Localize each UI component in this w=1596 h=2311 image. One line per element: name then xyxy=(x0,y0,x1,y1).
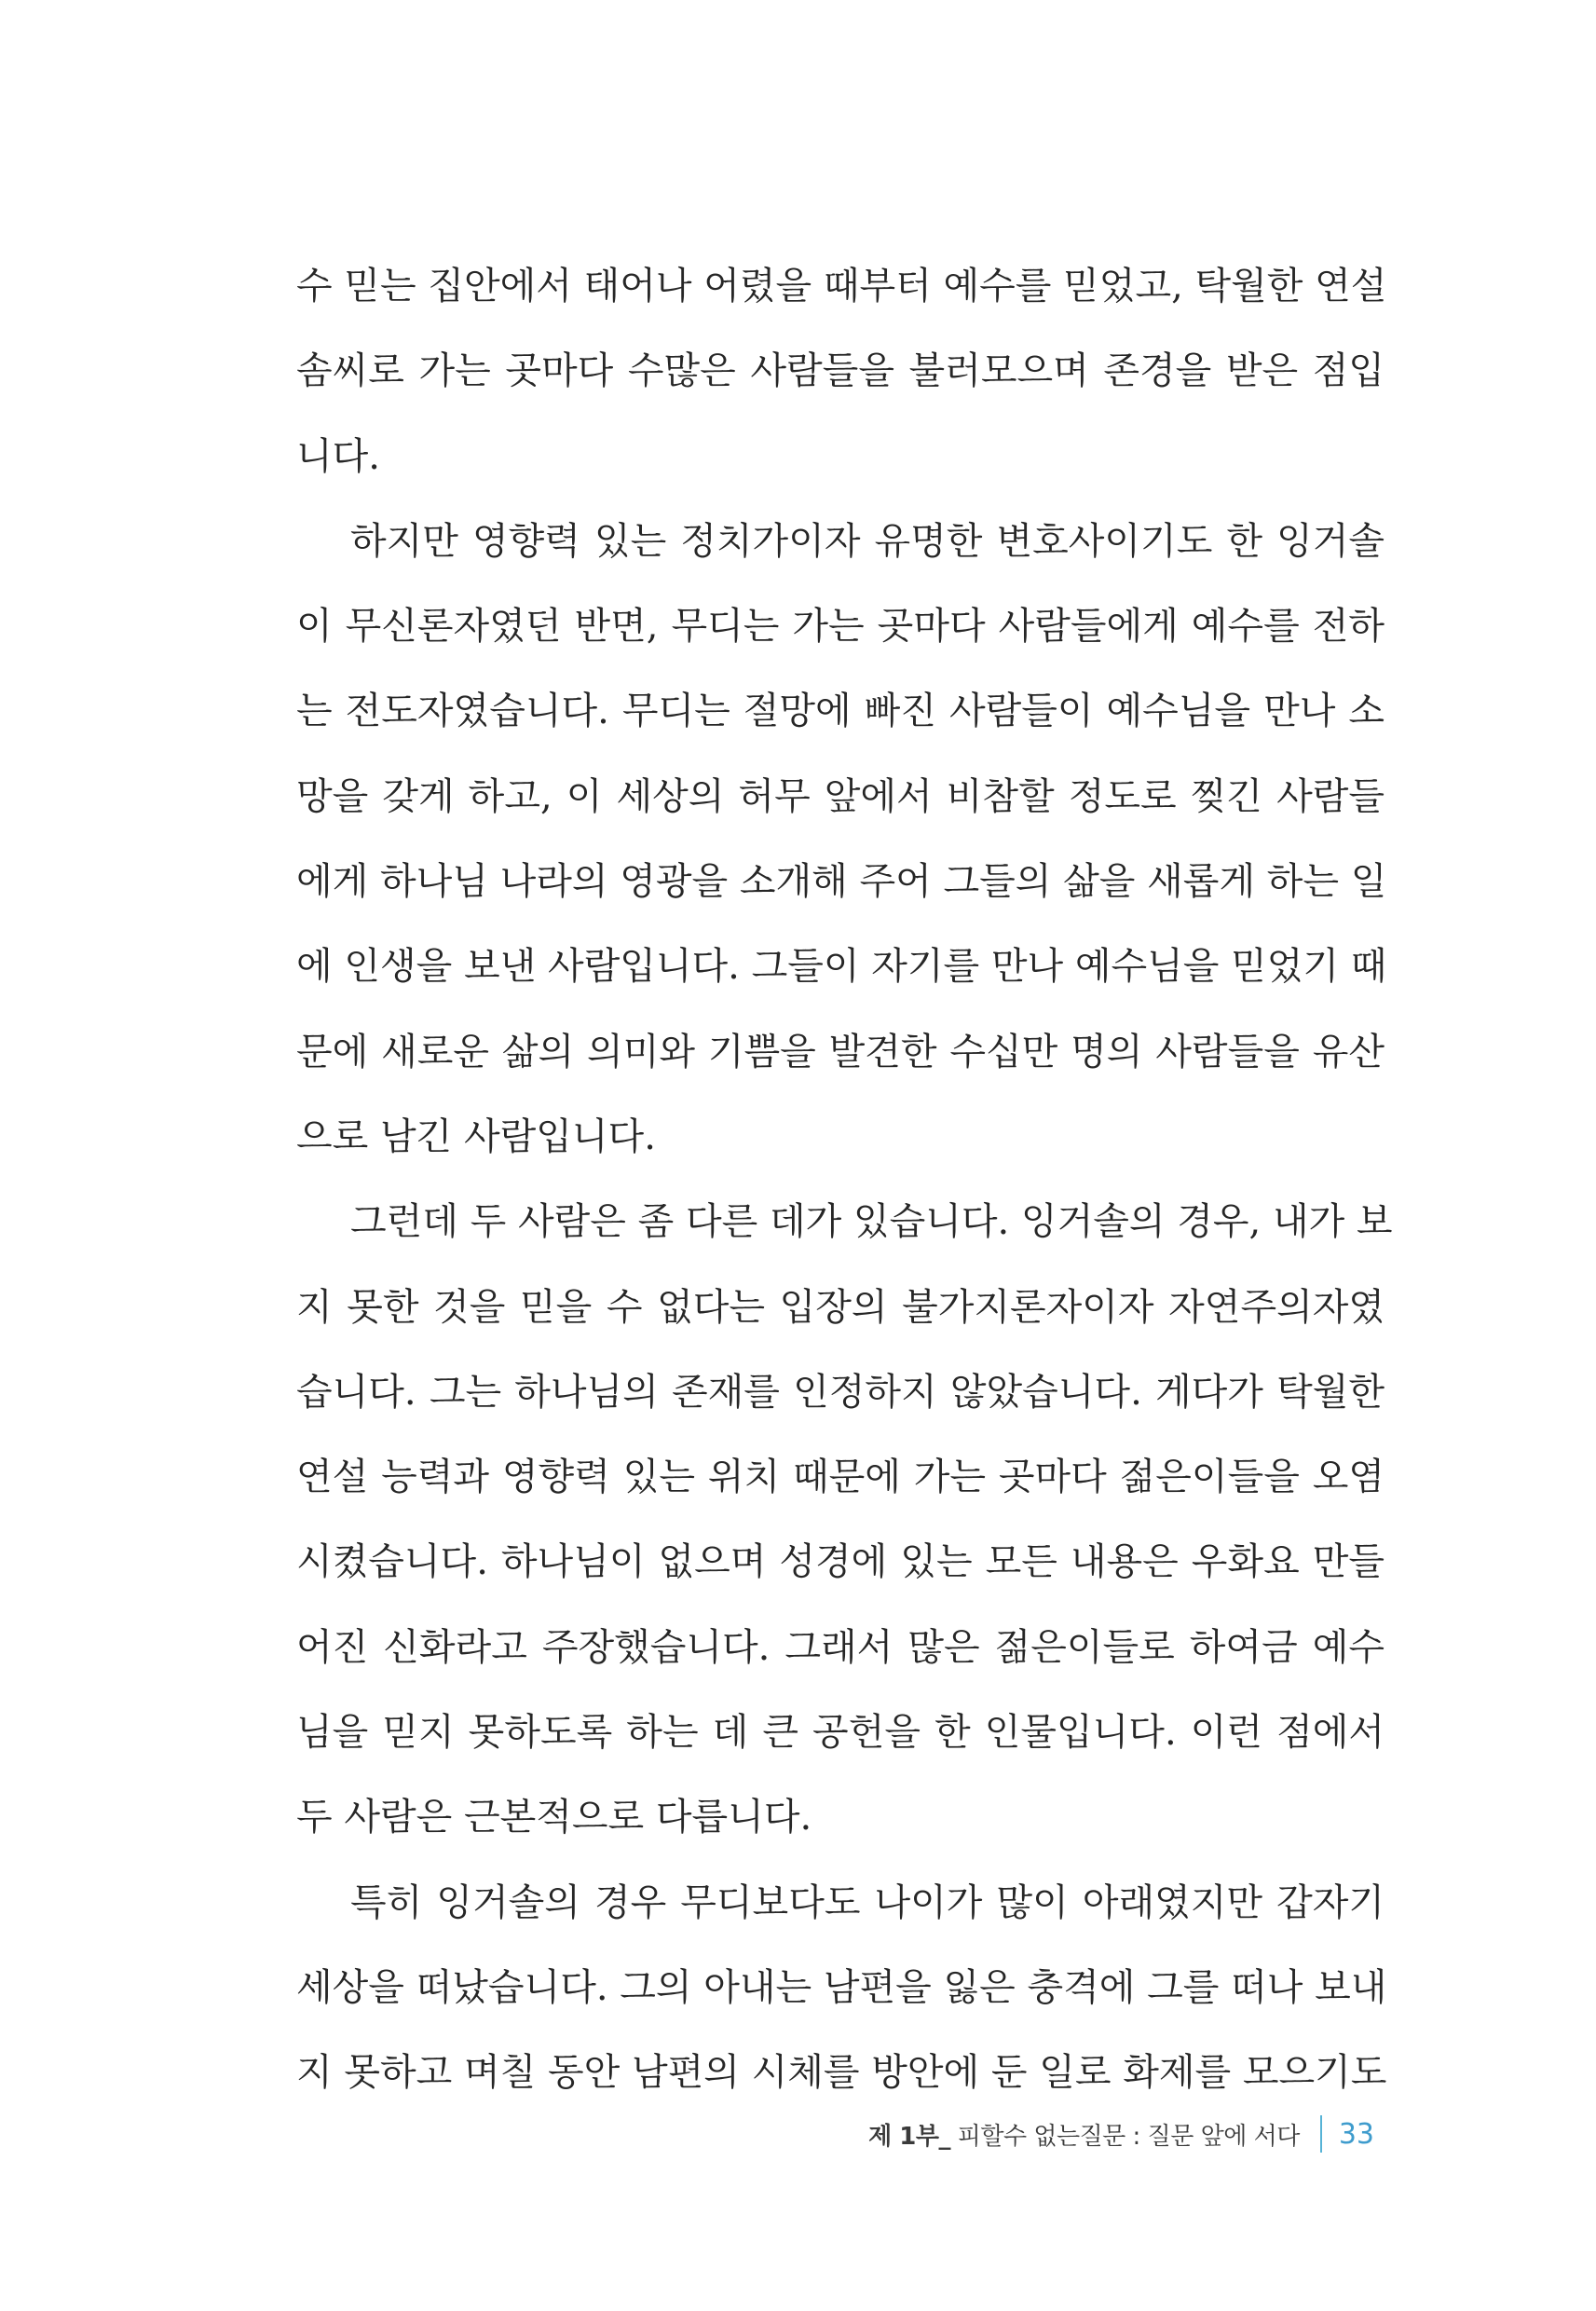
text-line: 그런데 두 사람은 좀 다른 데가 있습니다. 잉거솔의 경우, 내가 보 xyxy=(350,1200,1393,1244)
page-number: 33 xyxy=(1338,2117,1374,2151)
text-line: 에게 하나님 나라의 영광을 소개해 주어 그들의 삶을 새롭게 하는 일 xyxy=(296,860,1387,904)
running-footer xyxy=(868,2108,1374,2160)
text-line: 솜씨로 가는 곳마다 수많은 사람들을 불러모으며 존경을 받은 점입 xyxy=(296,349,1385,393)
text-line: 이 무신론자였던 반면, 무디는 가는 곳마다 사람들에게 예수를 전하 xyxy=(296,605,1385,649)
chapter-title-text: 피할수 없는질문 : 질문 앞에 서다 xyxy=(949,2122,1300,2151)
text-line: 지 못하고 며칠 동안 남편의 시체를 방안에 둔 일로 화제를 모으기도 xyxy=(296,2051,1387,2095)
part-label: 제 1부_ xyxy=(868,2122,950,2151)
text-line: 특히 잉거솔의 경우 무디보다도 나이가 많이 아래였지만 갑자기 xyxy=(350,1880,1385,1924)
text-line: 에 인생을 보낸 사람입니다. 그들이 자기를 만나 예수님을 믿었기 때 xyxy=(296,945,1387,989)
text-line: 시켰습니다. 하나님이 없으며 성경에 있는 모든 내용은 우화요 만들 xyxy=(296,1540,1385,1584)
text-line: 망을 갖게 하고, 이 세상의 허무 앞에서 비참할 정도로 찢긴 사람들 xyxy=(296,774,1385,818)
text-line: 문에 새로운 삶의 의미와 기쁨을 발견한 수십만 명의 사람들을 유산 xyxy=(296,1030,1385,1073)
text-line: 니다. xyxy=(296,434,380,478)
text-line: 으로 남긴 사람입니다. xyxy=(296,1114,656,1158)
footer-divider xyxy=(1320,2115,1322,2153)
text-line: 세상을 떠났습니다. 그의 아내는 남편을 잃은 충격에 그를 떠나 보내 xyxy=(296,1965,1387,2009)
text-line: 님을 믿지 못하도록 하는 데 큰 공헌을 한 인물입니다. 이런 점에서 xyxy=(296,1711,1385,1755)
text-line: 두 사람은 근본적으로 다릅니다. xyxy=(296,1796,812,1839)
text-line: 하지만 영향력 있는 정치가이자 유명한 변호사이기도 한 잉거솔 xyxy=(350,519,1385,563)
text-line: 연설 능력과 영향력 있는 위치 때문에 가는 곳마다 젊은이들을 오염 xyxy=(296,1456,1385,1499)
text-line: 습니다. 그는 하나님의 존재를 인정하지 않았습니다. 게다가 탁월한 xyxy=(296,1370,1385,1414)
body-text xyxy=(296,244,1393,2116)
text-line: 지 못한 것을 믿을 수 없다는 입장의 불가지론자이자 자연주의자였 xyxy=(296,1285,1385,1329)
text-line: 수 믿는 집안에서 태어나 어렸을 때부터 예수를 믿었고, 탁월한 연설 xyxy=(296,265,1387,308)
text-line: 는 전도자였습니다. 무디는 절망에 빠진 사람들이 예수님을 만나 소 xyxy=(296,690,1385,733)
chapter-title xyxy=(868,2117,1300,2152)
text-line: 어진 신화라고 주장했습니다. 그래서 많은 젊은이들로 하여금 예수 xyxy=(296,1625,1385,1669)
